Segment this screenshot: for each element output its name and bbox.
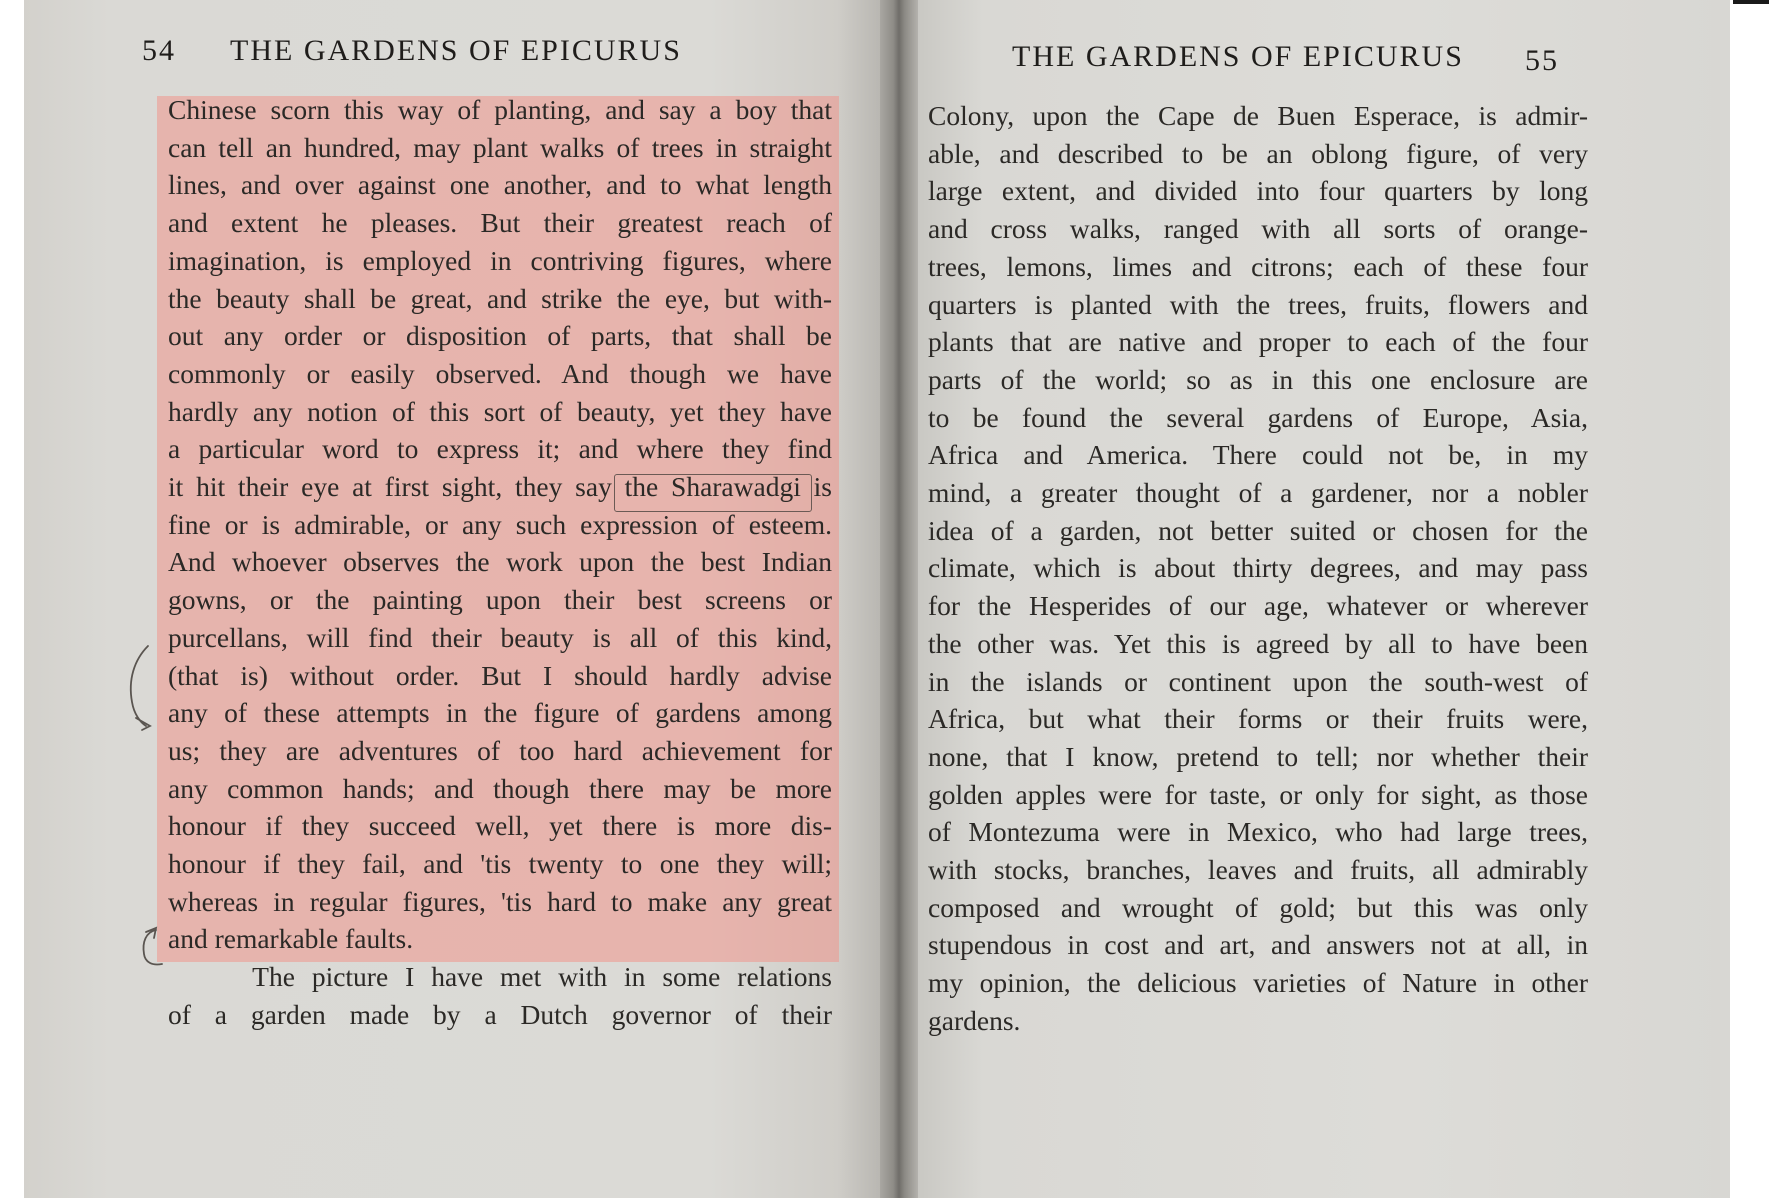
text-line: for the Hesperides of our age, whatever or wherever xyxy=(928,590,1588,622)
text-line: whereas in regular figures, 'tis hard to make any great xyxy=(168,885,832,917)
text-line: plants that are native and proper to each of the four xyxy=(928,326,1588,358)
text-line: commonly or easily observed. And though we have xyxy=(168,357,832,389)
right-running-head: THE GARDENS OF EPICURUS xyxy=(1012,40,1464,73)
text-line: lines, and over against one another, and to what length xyxy=(168,169,832,201)
text-line: And whoever observes the work upon the best Indian xyxy=(168,546,832,578)
text-line: hardly any notion of this sort of beauty, yet they have xyxy=(168,395,832,427)
text-line: Africa and America. There could not be, in my xyxy=(928,439,1588,471)
text-line: of a garden made by a Dutch governor of their xyxy=(168,998,832,1030)
text-line: gowns, or the painting upon their best screens or xyxy=(168,584,832,616)
bracket-annotation-icon xyxy=(120,640,160,740)
viewer-edge xyxy=(1730,0,1776,1198)
text-line: and remarkable faults. xyxy=(168,923,414,955)
text-line: the beauty shall be great, and strike the eye, but with- xyxy=(168,282,832,314)
book-gutter xyxy=(880,0,918,1198)
text-line: honour if they succeed well, yet there is more dis- xyxy=(168,810,832,842)
text-line: Africa, but what their forms or their fruits were, xyxy=(928,703,1588,735)
text-line: and cross walks, ranged with all sorts of orange- xyxy=(928,213,1588,245)
text-line: parts of the world; so as in this one enclosure are xyxy=(928,363,1588,395)
text-line: it hit their eye at first sight, they say the Sharawadgi is xyxy=(168,471,832,502)
text-line: gardens. xyxy=(928,1004,1021,1036)
text-line: stupendous in cost and art, and answers not at all, in xyxy=(928,929,1588,961)
text-line: us; they are adventures of too hard achievement for xyxy=(168,734,832,766)
text-line: honour if they fail, and 'tis twenty to one they will; xyxy=(168,848,832,879)
text-line: with stocks, branches, leaves and fruits, all admirably xyxy=(928,854,1588,885)
text-line: Chinese scorn this way of planting, and say a boy that xyxy=(168,94,832,125)
text-line: my opinion, the delicious varieties of Nature in other xyxy=(928,967,1588,999)
text-line: a particular word to express it; and where they find xyxy=(168,433,832,465)
text-line: able, and described to be an oblong figure, of very xyxy=(928,137,1588,169)
text-line: can tell an hundred, may plant walks of trees in straight xyxy=(168,131,832,163)
text-line: out any order or disposition of parts, that shall be xyxy=(168,320,832,352)
text-line: in the islands or continent upon the south-west of xyxy=(928,665,1588,697)
text-line: of Montezuma were in Mexico, who had large trees, xyxy=(928,816,1588,848)
text-line: climate, which is about thirty degrees, and may pass xyxy=(928,552,1588,584)
corner-mark-annotation-icon xyxy=(134,924,174,974)
left-page-number: 54 xyxy=(142,34,176,67)
text-line: idea of a garden, not better suited or chosen for the xyxy=(928,514,1588,546)
text-line: golden apples were for taste, or only for sight, as those xyxy=(928,778,1588,810)
text-line: The picture I have met with in some relations xyxy=(168,961,832,993)
text-line: and extent he pleases. But their greatest reach of xyxy=(168,207,832,239)
text-line: (that is) without order. But I should hardly advise xyxy=(168,659,832,691)
text-line: fine or is admirable, or any such expression of esteem. xyxy=(168,508,832,540)
text-line: purcellans, will find their beauty is all of this kind, xyxy=(168,621,832,653)
text-line: composed and wrought of gold; but this was only xyxy=(928,891,1588,923)
text-line: the other was. Yet this is agreed by all to have been xyxy=(928,627,1588,659)
text-line: imagination, is employed in contriving figures, where xyxy=(168,244,832,276)
text-line: mind, a greater thought of a gardener, nor a nobler xyxy=(928,477,1588,508)
text-line: any common hands; and though there may be more xyxy=(168,772,832,804)
text-line: to be found the several gardens of Europe, Asia, xyxy=(928,401,1588,433)
text-line: none, that I know, pretend to tell; nor whether their xyxy=(928,740,1588,772)
text-line: trees, lemons, limes and citrons; each of these four xyxy=(928,250,1588,282)
viewer-edge-bar xyxy=(1733,0,1769,4)
text-line: large extent, and divided into four quarters by long xyxy=(928,175,1588,207)
left-running-head: THE GARDENS OF EPICURUS xyxy=(230,34,682,67)
right-page-number: 55 xyxy=(1525,44,1559,77)
text-line: any of these attempts in the figure of gardens among xyxy=(168,697,832,729)
text-line: quarters is planted with the trees, fruits, flowers and xyxy=(928,288,1588,320)
text-line: Colony, upon the Cape de Buen Esperace, is admir- xyxy=(928,100,1588,131)
